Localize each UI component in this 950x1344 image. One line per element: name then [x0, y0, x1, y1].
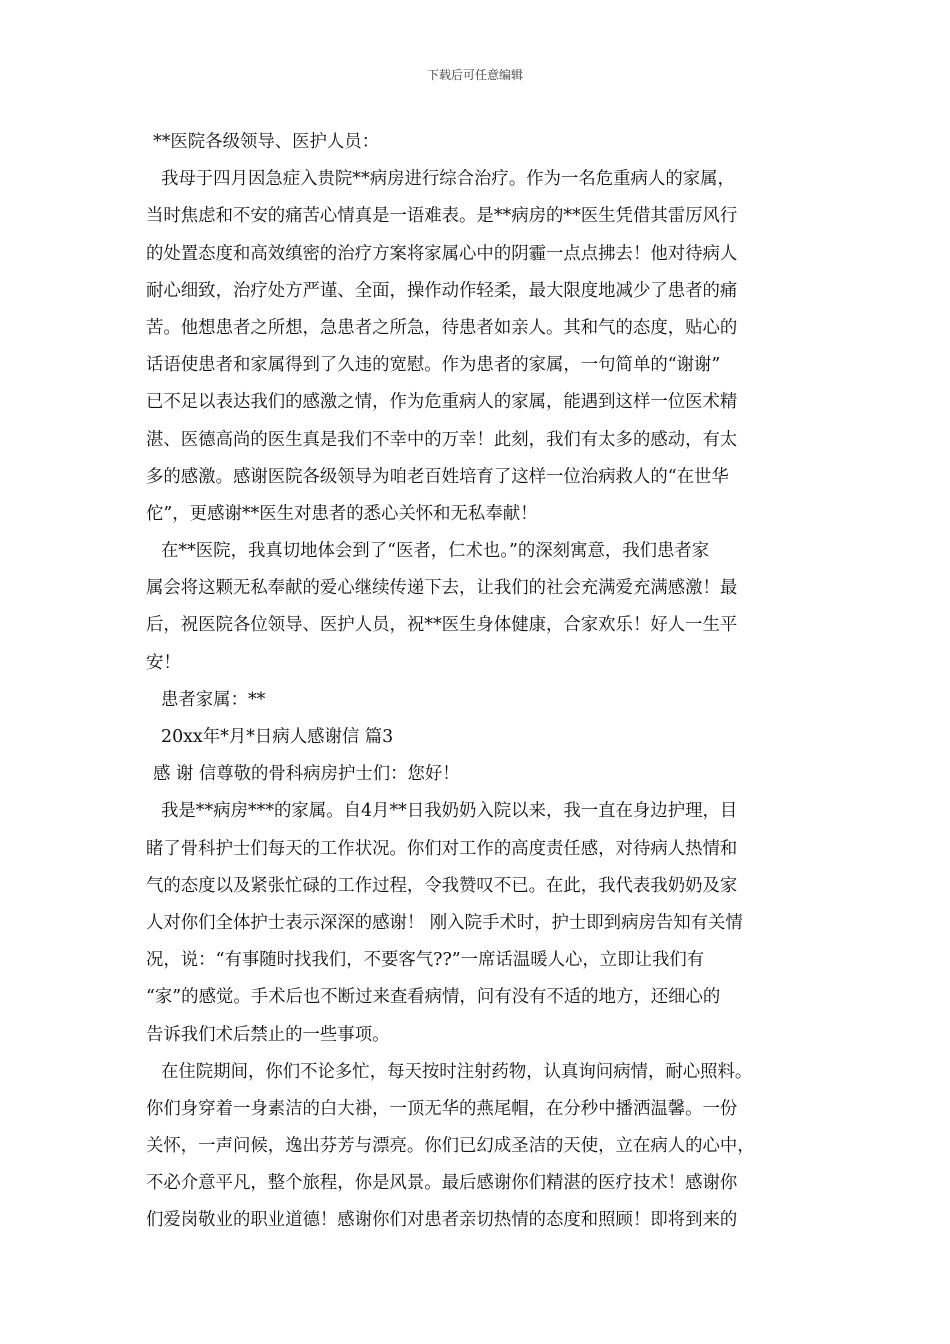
text-line: 在**医院，我真切地体会到了“医者，仁术也。”的深刻寓意，我们患者家: [161, 541, 710, 562]
text-line: 们爱岗敬业的职业道德！感谢你们对患者亲切热情的态度和照顾！即将到来的: [146, 1210, 738, 1231]
text-line: 我是**病房***的家属。自4月**日我奶奶入院以来，我一直在身边护理，目: [161, 801, 738, 822]
text-line: 安！: [146, 652, 181, 673]
text-line: 患者家属：**: [161, 689, 266, 710]
text-line: 苦。他想患者之所想，急患者之所急，待患者如亲人。其和气的态度，贴心的: [146, 317, 738, 338]
text-line: 属会将这颗无私奉献的爱心继续传递下去，让我们的社会充满爱充满感激！最: [146, 578, 738, 599]
text-line: 关怀，一声问候，逸出芬芳与漂亮。你们已幻成圣洁的天使，立在病人的心中，: [146, 1136, 755, 1157]
text-line: 人对你们全体护士表示深深的感谢！ 刚入院手术时，护士即到病房告知有关情: [146, 912, 743, 933]
text-line: 后，祝医院各位领导、医护人员，祝**医生身体健康，合家欢乐！好人一生平: [146, 615, 738, 636]
text-line: 当时焦虑和不安的痛苦心情真是一语难表。是**病房的**医生凭借其雷厉风行: [146, 206, 738, 227]
text-line: 你们身穿着一身素洁的白大褂，一顶无华的燕尾帽，在分秒中播洒温馨。一份: [146, 1098, 738, 1119]
text-line: 在住院期间，你们不论多忙，每天按时注射药物，认真询问病情，耐心照料。: [161, 1061, 753, 1082]
text-line: 湛、医德高尚的医生真是我们不幸中的万幸！此刻，我们有太多的感动，有太: [146, 429, 738, 450]
text-line: 睹了骨科护士们每天的工作状况。你们对工作的高度责任感，对待病人热情和: [146, 838, 738, 859]
letter-body: [146, 124, 812, 1240]
text-line: 气的态度以及紧张忙碌的工作过程，令我赞叹不已。在此，我代表我奶奶及家: [146, 875, 738, 896]
text-line: 多的感激。感谢医院各级领导为咱老百姓培育了这样一位治病救人的“在世华: [146, 466, 729, 487]
text-line: **医院各级领导、医护人员：: [153, 132, 380, 152]
text-line: 感 谢 信尊敬的骨科病房护士们：您好！: [153, 764, 460, 785]
text-line: 不必介意平凡，整个旅程，你是风景。最后感谢你们精湛的医疗技术！感谢你: [146, 1173, 738, 1194]
text-line: 佗”，更感谢**医生对患者的悉心关怀和无私奉献！: [146, 503, 538, 524]
text-line: “家”的感觉。手术后也不断过来查看病情，问有没有不适的地方，还细心的: [146, 987, 721, 1008]
text-line: 的处置态度和高效缜密的治疗方案将家属心中的阴霾一点点拂去！他对待病人: [146, 243, 738, 264]
text-line: 况，说：“有事随时找我们，不要客气??”一席话温暖人心，立即让我们有: [146, 950, 705, 971]
header-note: 下载后可任意编辑: [426, 68, 523, 82]
text-line: 已不足以表达我们的感激之情，作为危重病人的家属，能遇到这样一位医术精: [146, 392, 738, 413]
text-line: 告诉我们术后禁止的一些事项。: [146, 1024, 390, 1045]
text-line: 我母于四月因急症入贵院**病房进行综合治疗。作为一名危重病人的家属，: [161, 169, 735, 190]
text-line: 话语使患者和家属得到了久违的宽慰。作为患者的家属，一句简单的“谢谢”: [146, 355, 721, 376]
text-line: 耐心细致，治疗处方严谨、全面，操作动作轻柔，最大限度地减少了患者的痛: [146, 280, 738, 301]
text-line: 20xx年*月*日病人感谢信 篇3: [161, 727, 394, 747]
